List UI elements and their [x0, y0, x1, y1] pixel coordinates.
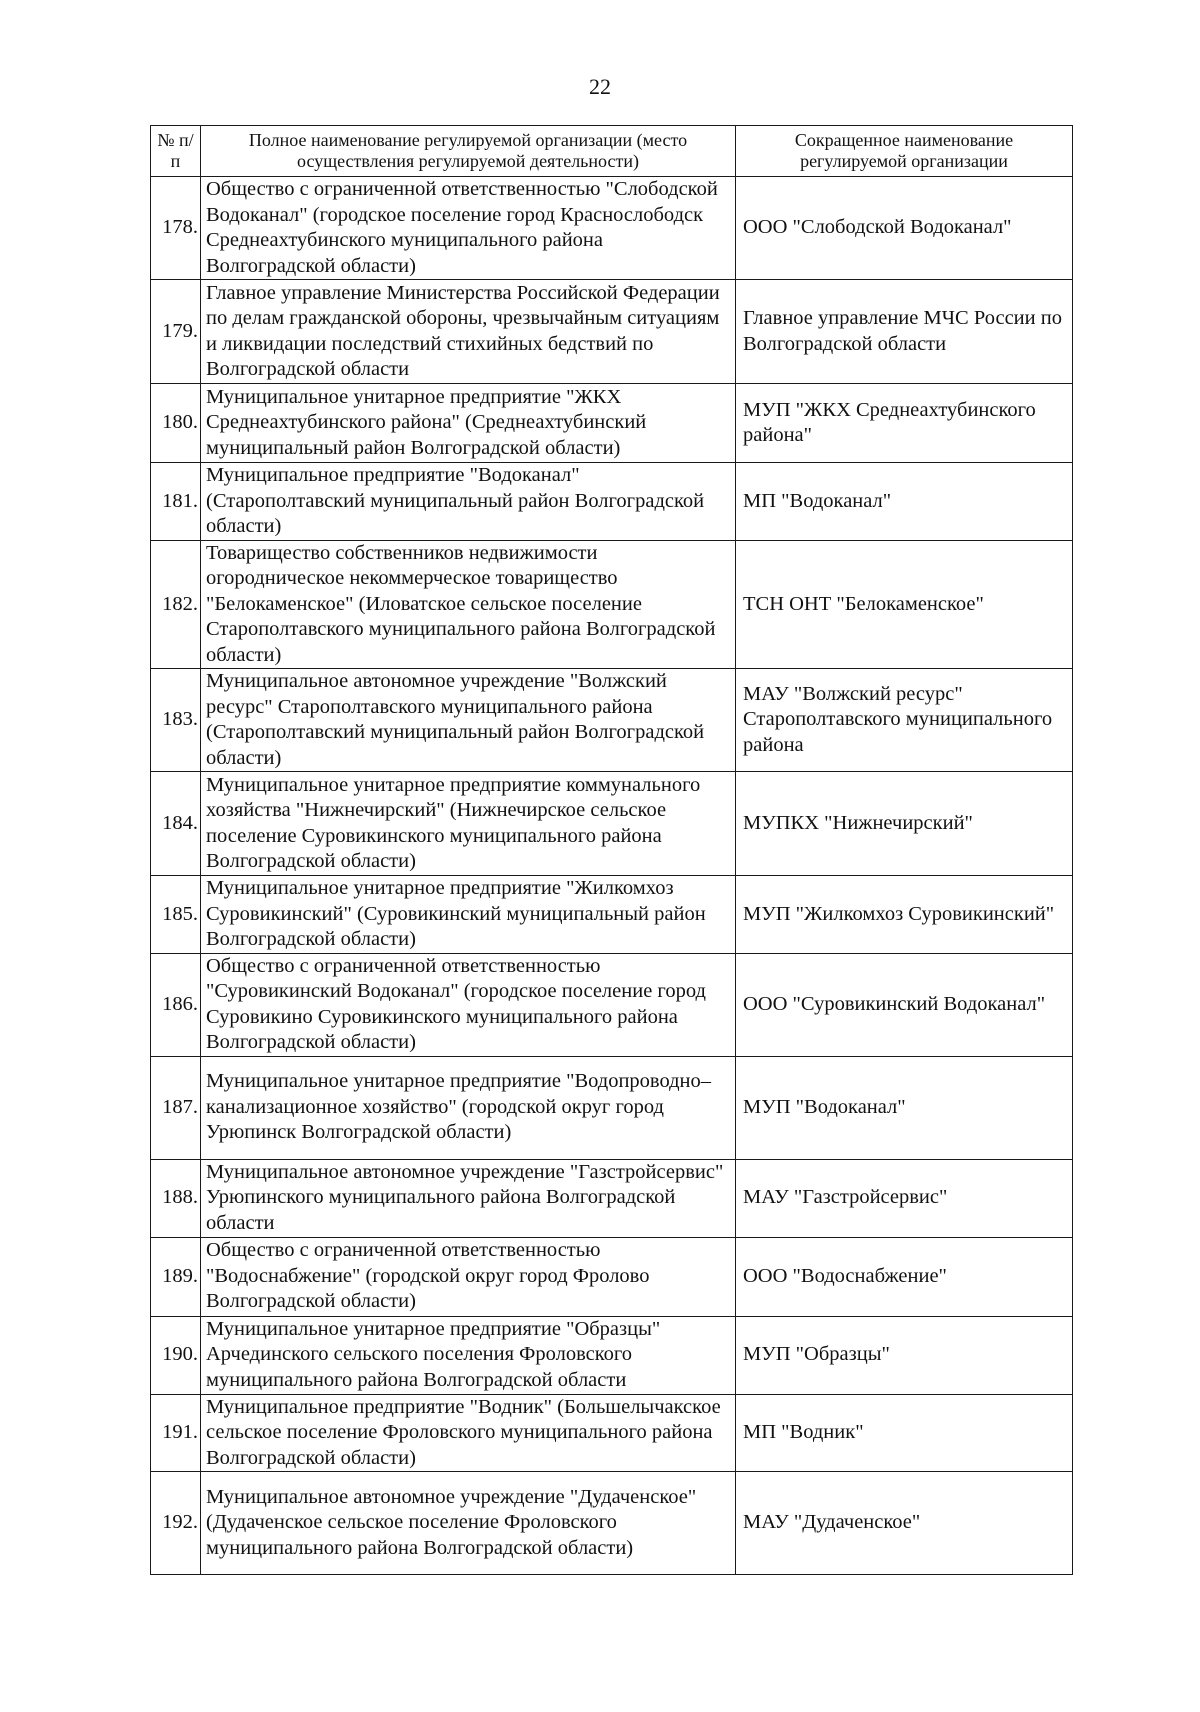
- organizations-table: [150, 125, 1073, 1575]
- row-number: 189.: [151, 1237, 201, 1316]
- table-row: [151, 669, 1073, 772]
- row-number: 179.: [151, 280, 201, 384]
- row-number: 187.: [151, 1056, 201, 1159]
- row-short-name: МП "Водник": [736, 1394, 1073, 1472]
- row-short-name: МУП "Жилкомхоз Суровикинский": [736, 876, 1073, 954]
- table-header-row: [151, 126, 1073, 177]
- row-number: 178.: [151, 177, 201, 280]
- row-short-name: МП "Водоканал": [736, 463, 1073, 541]
- row-number: 180.: [151, 384, 201, 463]
- row-full-name: Муниципальное автономное учреждение "Волжский ресурс" Старополтавского муниципального района (Старополтавский муниципальный район Волгоградской области): [201, 669, 736, 772]
- row-short-name: МАУ "Дудаченское": [736, 1472, 1073, 1575]
- table-row: [151, 1316, 1073, 1394]
- row-full-name: Общество с ограниченной ответственностью "Водоснабжение" (городской округ город Фролово Волгоградской области): [201, 1237, 736, 1316]
- row-full-name: Муниципальное унитарное предприятие "Водопроводно–канализационное хозяйство" (городской округ город Урюпинск Волгоградской области): [201, 1056, 736, 1159]
- table-row: [151, 1472, 1073, 1575]
- table-row: [151, 1056, 1073, 1159]
- row-full-name: Муниципальное унитарное предприятие "Образцы" Арчединского сельского поселения Фроловского муниципального района Волгоградской области: [201, 1316, 736, 1394]
- row-number: 182.: [151, 540, 201, 669]
- table-row: [151, 177, 1073, 280]
- row-number: 181.: [151, 463, 201, 541]
- row-full-name: Главное управление Министерства Российской Федерации по делам гражданской обороны, чрезвычайным ситуациям и ликвидации последствий стихийных бедствий по Волгоградской области: [201, 280, 736, 384]
- row-full-name: Общество с ограниченной ответственностью "Слободской Водоканал" (городское поселение город Краснослободск Среднеахтубинского муниципального района Волгоградской области): [201, 177, 736, 280]
- row-number: 185.: [151, 876, 201, 954]
- row-number: 190.: [151, 1316, 201, 1394]
- row-number: 186.: [151, 953, 201, 1056]
- row-full-name: Муниципальное автономное учреждение "Газстройсервис" Урюпинского муниципального района Волгоградской области: [201, 1159, 736, 1237]
- row-short-name: МУП "Водоканал": [736, 1056, 1073, 1159]
- row-short-name: ООО "Слободской Водоканал": [736, 177, 1073, 280]
- row-short-name: ООО "Водоснабжение": [736, 1237, 1073, 1316]
- row-full-name: Муниципальное унитарное предприятие "ЖКХ Среднеахтубинского района" (Среднеахтубинский муниципальный район Волгоградской области): [201, 384, 736, 463]
- row-short-name: МУП "ЖКХ Среднеахтубинского района": [736, 384, 1073, 463]
- row-full-name: Муниципальное унитарное предприятие коммунального хозяйства "Нижнечирский" (Нижнечирское сельское поселение Суровикинского муниципального района Волгоградской области): [201, 772, 736, 876]
- table-row: [151, 772, 1073, 876]
- table-row: [151, 463, 1073, 541]
- row-number: 183.: [151, 669, 201, 772]
- row-short-name: Главное управление МЧС России по Волгоградской области: [736, 280, 1073, 384]
- table-row: [151, 1159, 1073, 1237]
- row-full-name: Товарищество собственников недвижимости огородническое некоммерческое товарищество "Белокаменское" (Иловатское сельское поселение Старополтавского муниципального района Волгоградской области): [201, 540, 736, 669]
- page-number: 22: [589, 74, 611, 99]
- row-number: 184.: [151, 772, 201, 876]
- header-short-name: Сокращенное наименование регулируемой организации: [736, 126, 1073, 177]
- table-row: [151, 280, 1073, 384]
- row-full-name: Муниципальное унитарное предприятие "Жилкомхоз Суровикинский" (Суровикинский муниципальный район Волгоградской области): [201, 876, 736, 954]
- row-short-name: ТСН ОНТ "Белокаменское": [736, 540, 1073, 669]
- table-row: [151, 1237, 1073, 1316]
- header-num: № п/п: [151, 126, 201, 177]
- row-number: 192.: [151, 1472, 201, 1575]
- row-number: 188.: [151, 1159, 201, 1237]
- row-full-name: Муниципальное автономное учреждение "Дудаченское" (Дудаченское сельское поселение Фроловского муниципального района Волгоградской области): [201, 1472, 736, 1575]
- row-full-name: Муниципальное предприятие "Водоканал" (Старополтавский муниципальный район Волгоградской области): [201, 463, 736, 541]
- header-full-name: Полное наименование регулируемой организации (место осуществления регулируемой деятельности): [201, 126, 736, 177]
- table-row: [151, 540, 1073, 669]
- row-number: 191.: [151, 1394, 201, 1472]
- row-short-name: МУП "Образцы": [736, 1316, 1073, 1394]
- row-short-name: ООО "Суровикинский Водоканал": [736, 953, 1073, 1056]
- table-row: [151, 1394, 1073, 1472]
- table-row: [151, 876, 1073, 954]
- row-short-name: МАУ "Волжский ресурс" Старополтавского муниципального района: [736, 669, 1073, 772]
- row-full-name: Общество с ограниченной ответственностью "Суровикинский Водоканал" (городское поселение город Суровикино Суровикинского муниципального района Волгоградской области): [201, 953, 736, 1056]
- row-full-name: Муниципальное предприятие "Водник" (Большелычакское сельское поселение Фроловского муниципального района Волгоградской области): [201, 1394, 736, 1472]
- row-short-name: МАУ "Газстройсервис": [736, 1159, 1073, 1237]
- table-row: [151, 953, 1073, 1056]
- table-row: [151, 384, 1073, 463]
- row-short-name: МУПКХ "Нижнечирский": [736, 772, 1073, 876]
